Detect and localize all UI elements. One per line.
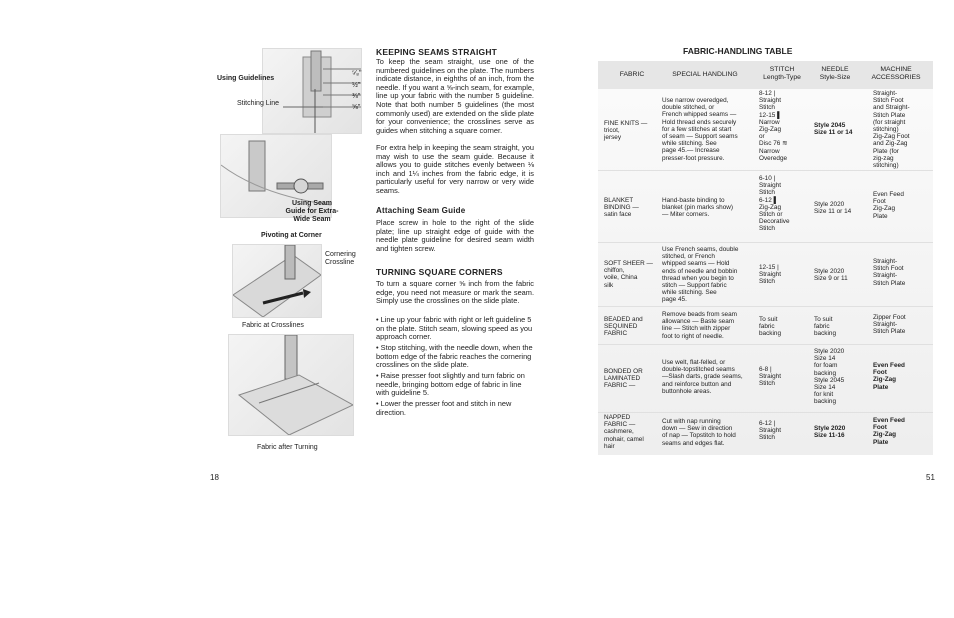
row-divider (598, 344, 933, 345)
cell-needle: Style 2045 Size 11 or 14 (814, 122, 853, 137)
row-divider (598, 242, 933, 243)
cell-machine: Even Feed Foot Zig-Zag Plate (873, 417, 905, 446)
inch-mark-3: ⅜" (352, 93, 361, 100)
cell-machine: Even Feed Foot Zig-Zag Plate (873, 362, 905, 391)
cell-stitch: 12-15 | Straight Stitch (759, 264, 782, 286)
guidelines-drawing (263, 49, 361, 133)
cell-special: Remove beads from seam allowance — Baste seam line — Stitch with zipper foot to right of needle. (662, 311, 737, 340)
turning-heading: TURNING SQUARE CORNERS (376, 267, 503, 277)
pivoting-caption: Pivoting at Corner (261, 232, 322, 239)
cell-needle: To suit fabric backing (814, 316, 837, 338)
header-fabric: FABRIC (619, 71, 645, 78)
cell-machine: Straight- Stitch Foot Straight- Stitch Plate (873, 258, 906, 287)
cell-special: Use French seams, double stitched, or French whipped seams — Hold ends of needle and bobbin thread when you begin to stitch — Support fabric while stitching. See page 45. (662, 246, 739, 304)
cell-needle: Style 2020 Size 9 or 11 (814, 268, 848, 283)
cell-fabric: BEADED and SEQUINED FABRIC (604, 316, 643, 338)
using-guidelines-label: Using Guidelines (217, 75, 275, 82)
bullet-item: • Raise presser foot slightly and turn fabric on needle, bringing bottom edge of fabric in line with guideline 5. (376, 371, 525, 398)
seam-guide-caption: Using Seam Guide for Extra-Wide Seam (285, 200, 339, 223)
fabric-crosslines-caption: Fabric at Crosslines (242, 322, 304, 329)
cell-stitch: 6-8 | Straight Stitch (759, 366, 782, 388)
cell-machine: Zipper Foot Straight- Stitch Plate (873, 314, 906, 336)
inch-mark-1: ⁵⁄₈" (352, 70, 362, 77)
cell-special: Use welt, flat-felled, or double-topstitched seams —Slash darts, grade seams, and reinforce button and buttonhole areas. (662, 359, 743, 395)
inch-mark-2: ½" (352, 82, 361, 89)
row-divider (598, 170, 933, 171)
guidelines-figure (262, 48, 362, 134)
cornering-crossline-label: Cornering Crossline (325, 251, 356, 266)
fabric-after-caption: Fabric after Turning (257, 444, 318, 451)
cell-special: Use narrow overedged, double stitched, or French whipped seams — Hold thread ends securely for a few stitches at start of seam — Support seams while stitching. See page 45.— Increase presser-foot pressure. (662, 97, 738, 162)
attaching-paragraph: Place screw in hole to the right of the slide plate; line up straight edge of guide with the needle plate guideline for desired seam width and tighten screw. (376, 218, 534, 253)
cell-special: Hand-baste binding to blanket (pin marks show) — Miter corners. (662, 197, 734, 219)
left-page-number: 18 (210, 473, 219, 482)
cell-stitch: To suit fabric backing (759, 316, 782, 338)
cell-fabric: BONDED OR LAMINATED FABRIC — (604, 368, 643, 390)
cell-machine: Straight- Stitch Foot and Straight- Stitch Plate (for straight stitching) Zig-Zag Foot and Zig-Zag Plate (for zig-zag stitching) (873, 90, 910, 170)
row-divider (598, 306, 933, 307)
fabric-after-drawing (229, 335, 353, 435)
cell-machine: Even Feed Foot Zig-Zag Plate (873, 191, 904, 220)
fabric-after-figure (228, 334, 354, 436)
cell-needle: Style 2020 Size 11-16 (814, 425, 846, 440)
stitching-line-label: Stitching Line (237, 100, 280, 107)
cell-fabric: FINE KNITS — tricot, jersey (604, 120, 648, 142)
header-needle: NEEDLE Style-Size (819, 66, 851, 81)
bullet-item: • Lower the presser foot and stitch in new direction. (376, 399, 512, 417)
inch-mark-4: ⅝" (352, 104, 361, 111)
cell-special: Cut with nap running down — Sew in direction of nap — Topstitch to hold seams and edges flat. (662, 418, 736, 447)
pivoting-drawing (233, 245, 321, 317)
cell-fabric: BLANKET BINDING — satin face (604, 197, 639, 219)
cell-needle: Style 2020 Size 14 for foam backing Style 2045 Size 14 for knit backing (814, 348, 845, 406)
header-stitch: STITCH Length-Type (763, 66, 801, 81)
cell-needle: Style 2020 Size 11 or 14 (814, 201, 852, 216)
cell-fabric: SOFT SHEER — chiffon, voile, China silk (604, 260, 653, 289)
cell-stitch: 6-10 | Straight Stitch 6-12 ▌ Zig-Zag Stitch or Decorative Stitch (759, 175, 790, 233)
table-title: FABRIC-HANDLING TABLE (683, 46, 793, 56)
bullet-item: • Stop stitching, with the needle down, when the bottom edge of the fabric reaches the cornering crosslines on the slide plate. (376, 343, 533, 370)
attaching-heading: Attaching Seam Guide (376, 206, 466, 215)
turning-paragraph: To turn a square corner ⅝ inch from the fabric edge, you need not measure or mark the seam. Simply use the crosslines on the slide plate. (376, 279, 534, 306)
pivoting-figure (232, 244, 322, 318)
cell-stitch: 8-12 | Straight Stitch 12-15 ▌ Narrow Zig-Zag or Disc 76 ≋ Narrow Overedge (759, 90, 788, 162)
header-machine: MACHINE ACCESSORIES (871, 66, 921, 81)
keeping-seams-paragraph-1: To keep the seam straight, use one of the numbered guidelines on the plate. The numbers indicate distance, in eighths of an inch, from the needle. If you want a ⅝-inch seam, for example, line up your fabric with the number 5 guideline. Note that both number 5 guidelines (the most commonly used) are extended on the slide plate for your convenience; the crosslines serve as guides when stitching a square corner. (376, 57, 534, 135)
keeping-seams-heading: KEEPING SEAMS STRAIGHT (376, 47, 498, 57)
row-divider (598, 412, 933, 413)
header-special-handling: SPECIAL HANDLING (672, 71, 738, 78)
keeping-seams-paragraph-2: For extra help in keeping the seam straight, you may wish to use the seam guide. Because it allows you to guide stitches evenly between ⅛ inch and 1¼ inches from the fabric edge, it is particularly useful for very narrow or very wide seams. (376, 143, 534, 195)
right-page-number: 51 (926, 473, 935, 482)
cell-stitch: 6-12 | Straight Stitch (759, 420, 782, 442)
bullet-item: • Line up your fabric with right or left guideline 5 on the plate. Stitch seam, slowing speed as you approach corner. (376, 315, 533, 342)
cell-fabric: NAPPED FABRIC — cashmere, mohair, camel hair (604, 414, 644, 450)
